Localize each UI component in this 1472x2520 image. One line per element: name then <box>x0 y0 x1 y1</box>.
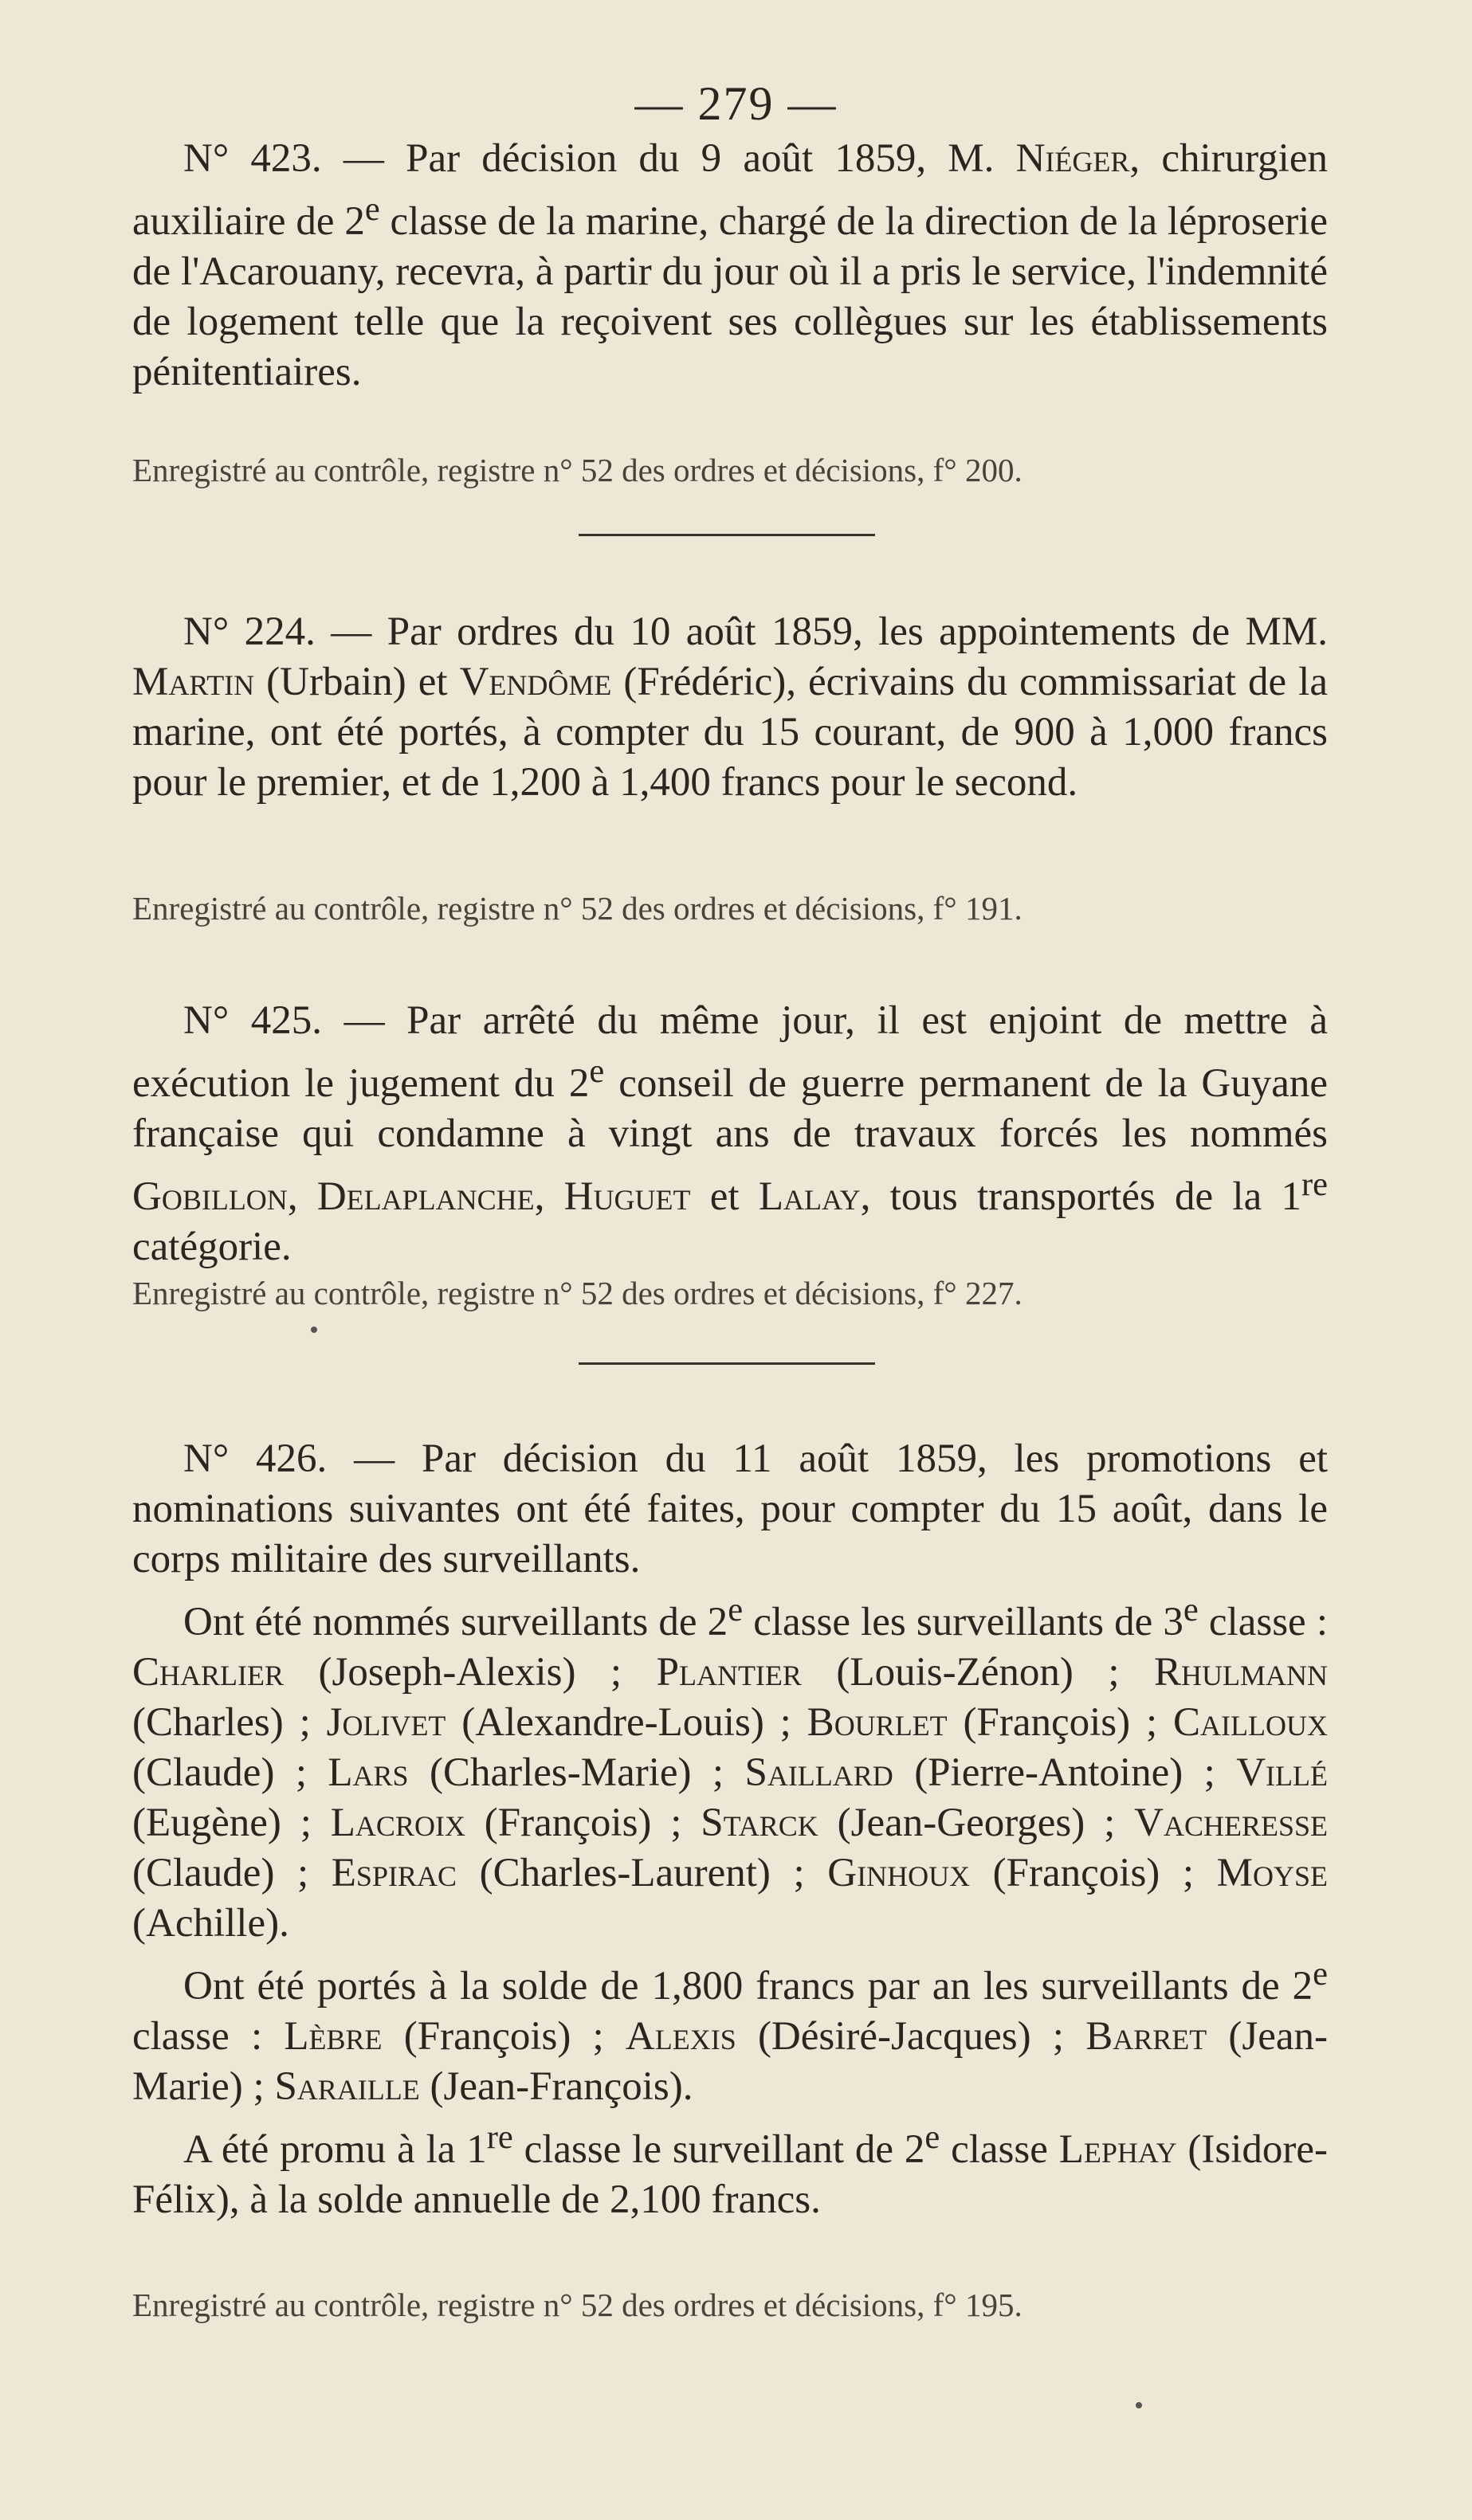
person-name: Jolivet <box>326 1700 446 1745</box>
entry-number: N° 423. <box>183 136 322 181</box>
person-name: Barret <box>1085 2014 1207 2059</box>
entry-426 <box>132 1434 1328 2225</box>
page-number: — 279 — <box>634 77 838 130</box>
given-names: (Charles-Marie) ; <box>408 1750 745 1795</box>
given-names: (Jean-Georges) ; <box>818 1801 1135 1845</box>
entry-number: N° 425. <box>183 998 323 1043</box>
person-name: Vendôme <box>459 660 612 704</box>
given-names: (François) ; <box>970 1851 1217 1895</box>
separator-rule <box>579 1362 875 1365</box>
person-name: Saraille <box>274 2064 420 2109</box>
person-name: Charlier <box>132 1650 285 1695</box>
person-name: Vacheresse <box>1134 1801 1328 1845</box>
person-name: Ginhoux <box>827 1851 971 1895</box>
given-names: (François) ; <box>382 2014 626 2059</box>
person-name: Plantier <box>656 1650 802 1695</box>
given-names: (Achille). <box>132 1901 289 1946</box>
given-names: (Claude) ; <box>132 1750 328 1795</box>
person-name: Espirac <box>331 1851 457 1895</box>
person-name: Rhulmann <box>1153 1650 1328 1695</box>
entry-424 <box>132 607 1328 808</box>
entry-425 <box>132 996 1328 1272</box>
person-name: Delaplanche <box>316 1174 535 1219</box>
person-name: Martin <box>132 660 255 704</box>
ink-speck <box>1136 2402 1142 2408</box>
given-names: (François) ; <box>947 1700 1173 1745</box>
ink-speck <box>311 1327 317 1333</box>
entry-423 <box>132 134 1328 398</box>
given-names: (Louis-Zénon) ; <box>801 1650 1154 1695</box>
given-names: (Charles) ; <box>132 1700 327 1745</box>
person-name: Lalay <box>758 1174 861 1219</box>
entry-426-pay: Ont été portés à la solde de 1,800 francs par an les surveillants de 2e classe : Lèbre (François) ; Alexis (Désiré-Jacques) ; Barret (Jean-Marie) ; Saraille (Jean-François). <box>132 1955 1329 2109</box>
person-name: Alexis <box>625 2014 736 2059</box>
entry-425-text: N° 425. — Par arrêté du même jour, il est enjoint de mettre à exécution le jugement du 2e conseil de guerre permanent de la Guyane française qui condamne à vingt ans de travaux forcés les nommés Gobillon, Delaplanche, Huguet et Lalay, tous transportés de la 1re catégorie. <box>132 998 1329 1269</box>
given-names: (François) ; <box>465 1801 701 1845</box>
person-name: Gobillon <box>132 1174 288 1219</box>
entry-426-nominations: Ont été nommés surveillants de 2e classe les surveillants de 3e classe : Charlier (Joseph-Alexis) ; Plantier (Louis-Zénon) ; Rhulmann (Charles) ; Jolivet (Alexandre-Louis) ; Bourlet (François) ; Cailloux (Claude) ; Lars (Charles-Marie) ; Saillard (Pierre-Antoine) ; Villé (Eugène) ; Lacroix (François) ; Starck (Jean-Georges) ; Vacheresse (Claude) ; Espirac (Charles-Laurent) ; Ginhoux (François) ; Moyse (Achille). <box>132 1591 1328 1946</box>
person-name: Lars <box>328 1750 409 1795</box>
person-name: Cailloux <box>1173 1700 1328 1745</box>
person-name: Lèbre <box>284 2014 383 2059</box>
given-names: (Charles-Laurent) ; <box>457 1851 828 1895</box>
names-list <box>132 1650 1328 1946</box>
entry-number: N° 224. <box>183 609 316 654</box>
person-name: Saillard <box>744 1750 893 1795</box>
registration-note: Enregistré au contrôle, registre n° 52 des ordres et décisions, f° 191. <box>132 890 1023 927</box>
registration-note: Enregistré au contrôle, registre n° 52 des ordres et décisions, f° 195. <box>132 2287 1023 2323</box>
given-names: (Alexandre-Louis) ; <box>446 1700 807 1745</box>
given-names: (Claude) ; <box>132 1851 332 1895</box>
person-name: Bourlet <box>807 1700 948 1745</box>
entry-426-promotion: A été promu à la 1re classe le surveillant de 2e classe Lephay (Isidore-Félix), à la solde annuelle de 2,100 francs. <box>132 2118 1328 2222</box>
given-names: (Jean-François). <box>419 2064 693 2109</box>
person-name: Niéger <box>1015 136 1130 181</box>
given-names: (Jean-Marie) ; <box>132 2014 1329 2109</box>
entry-424-text: N° 224. — Par ordres du 10 août 1859, les appointements de MM. Martin (Urbain) et Vendôme (Frédéric), écrivains du commissariat de la marine, ont été portés, à compter du 15 courant, de 900 à 1,000 francs pour le premier, et de 1,200 à 1,400 francs pour le second. <box>132 609 1329 805</box>
registration-note: Enregistré au contrôle, registre n° 52 des ordres et décisions, f° 227. <box>132 1275 1023 1311</box>
given-names: (Joseph-Alexis) ; <box>284 1650 657 1695</box>
person-name: Starck <box>701 1801 818 1845</box>
person-name: Moyse <box>1216 1851 1328 1895</box>
entry-426-text: N° 426. — Par décision du 11 août 1859, les promotions et nominations suivantes ont été faites, pour compter du 15 août, dans le corps militaire des surveillants. <box>132 1436 1328 1581</box>
entry-423-text: N° 423. — Par décision du 9 août 1859, M. Niéger, chirurgien auxiliaire de 2e classe de la marine, chargé de la direction de la léproserie de l'Acarouany, recevra, à partir du jour où il a pris le service, l'indemnité de logement telle que la reçoivent ses collègues sur les établissements pénitentiaires. <box>132 136 1328 394</box>
names-list <box>132 2014 1328 2109</box>
given-names: (Désiré-Jacques) ; <box>736 2014 1086 2059</box>
given-names: (Pierre-Antoine) ; <box>893 1750 1237 1795</box>
registration-note: Enregistré au contrôle, registre n° 52 des ordres et décisions, f° 200. <box>132 452 1023 488</box>
given-names: (Eugène) ; <box>132 1801 331 1845</box>
person-name: Villé <box>1236 1750 1328 1795</box>
person-name: Lephay <box>1058 2127 1177 2172</box>
entry-number: N° 426. <box>183 1436 328 1481</box>
separator-rule <box>579 534 875 536</box>
person-name: Lacroix <box>330 1801 465 1845</box>
person-name: Huguet <box>563 1174 691 1219</box>
